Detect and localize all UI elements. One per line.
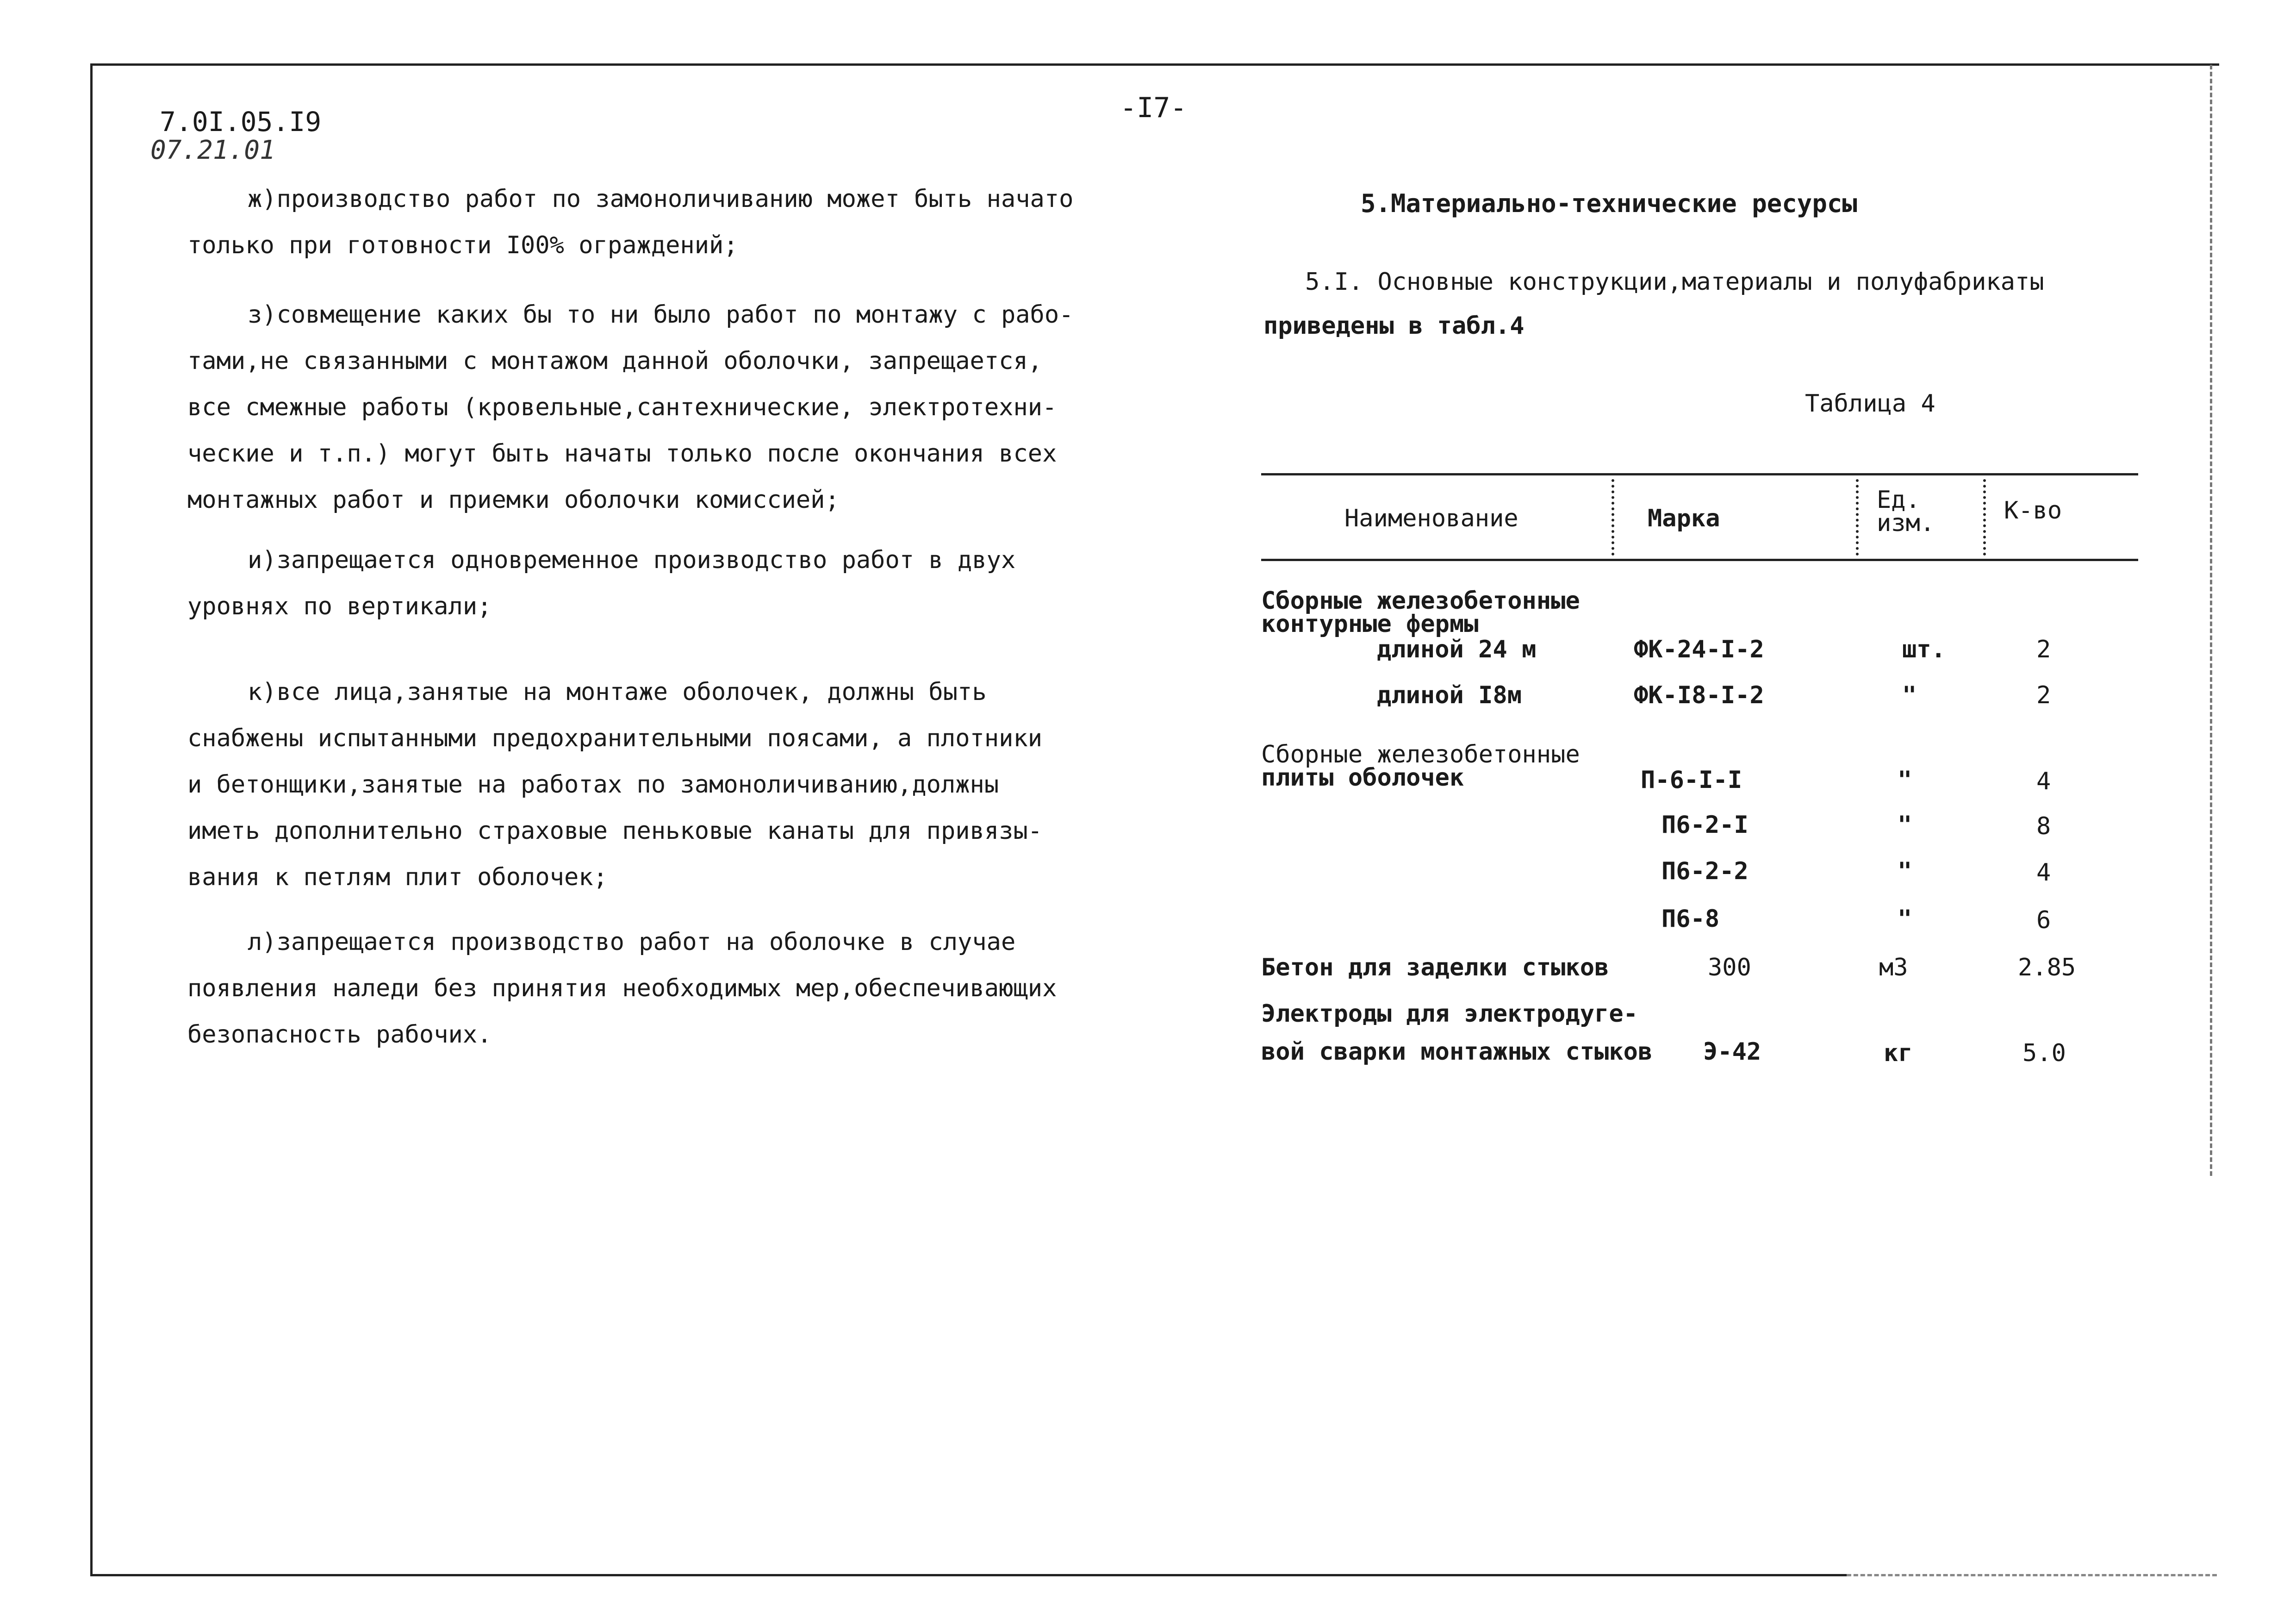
table-cell-mark: П6-8 — [1661, 905, 1720, 933]
paragraph-line: к)все лица,занятые на монтаже оболочек, должны быть — [248, 678, 987, 706]
table-cell-qty: 8 — [2036, 812, 2051, 840]
table-cell-qty: 4 — [2036, 768, 2051, 795]
table-cell-name: длиной 24 м — [1377, 636, 1537, 663]
table-group-title: плиты оболочек — [1261, 764, 1464, 792]
left-column — [187, 176, 1113, 1058]
table-header-unit-line2: изм. — [1877, 509, 1935, 537]
table-cell-qty: 5.0 — [2022, 1039, 2066, 1067]
table-caption: Таблица 4 — [1805, 390, 1935, 418]
table-header-rule — [1261, 559, 2138, 561]
paragraph-line: снабжены испытанными предохранительными поясами, а плотники — [187, 725, 1043, 752]
table-header-qty: К-во — [2004, 497, 2062, 525]
table-cell-mark: П6-2-I — [1661, 811, 1748, 839]
paragraph-zh — [187, 176, 1113, 269]
paragraph-l — [187, 919, 1113, 1058]
paragraph-line: л)запрещается производство работ на оболочке в случае — [248, 928, 1016, 956]
frame-top-border — [90, 63, 2219, 66]
document-code-handwritten: 07.21.01 — [150, 135, 275, 165]
table-group-title: Сборные железобетонные — [1261, 741, 1580, 768]
table-column-separator — [1856, 479, 1859, 556]
table-cell-qty: 4 — [2036, 859, 2051, 887]
frame-bottom-border — [90, 1574, 1849, 1576]
document-code: 7.0I.05.I9 — [160, 106, 322, 137]
paragraph-line: тами,не связанными с монтажом данной оболочки, запрещается, — [187, 347, 1043, 375]
subsection-line: 5.I. Основные конструкции,материалы и полуфабрикаты — [1305, 268, 2044, 296]
paragraph-k — [187, 669, 1113, 900]
table-cell-name: вой сварки монтажных стыков — [1261, 1038, 1653, 1066]
paragraph-z — [187, 292, 1113, 523]
table-cell-mark: П6-2-2 — [1661, 857, 1748, 885]
frame-bottom-dashed-border — [1847, 1574, 2217, 1576]
section-title: 5.Материально-технические ресурсы — [1361, 189, 1857, 218]
page-number: -I7- — [1120, 92, 1187, 124]
table-cell-name: Электроды для электродуге- — [1261, 1000, 1638, 1028]
table-cell-name: длиной I8м — [1377, 681, 1522, 709]
table-cell-unit: шт. — [1902, 636, 1946, 663]
table-cell-unit: " — [1898, 905, 1912, 933]
subsection-text — [1263, 260, 2184, 348]
table-header-unit-line1: Ед. — [1877, 486, 1920, 514]
paragraph-line: монтажных работ и приемки оболочки комиссией; — [187, 486, 840, 514]
table-column-separator — [1612, 479, 1614, 556]
table-cell-qty: 2 — [2036, 636, 2051, 663]
paragraph-line: иметь дополнительно страховые пеньковые канаты для привязы- — [187, 817, 1043, 845]
table-cell-mark: ФК-24-I-2 — [1634, 636, 1764, 663]
table-cell-unit: " — [1902, 681, 1917, 709]
table-cell-unit: " — [1898, 857, 1912, 885]
table-cell-qty: 2 — [2036, 681, 2051, 709]
table-cell-mark: Э-42 — [1703, 1038, 1761, 1066]
frame-right-border — [2210, 65, 2212, 1176]
paragraph-line: появления наледи без принятия необходимых мер,обеспечивающих — [187, 974, 1057, 1002]
paragraph-line: безопасность рабочих. — [187, 1021, 492, 1049]
table-group-title: контурные фермы — [1261, 610, 1479, 638]
table-cell-unit: " — [1898, 766, 1912, 794]
paragraph-line: ческие и т.п.) могут быть начаты только после окончания всех — [187, 440, 1057, 468]
table-cell-unit: " — [1898, 811, 1912, 839]
subsection-line: приведены в табл.4 — [1263, 312, 1524, 340]
paragraph-line: з)совмещение каких бы то ни было работ по монтажу с рабо- — [248, 301, 1074, 329]
table-cell-name: Бетон для заделки стыков — [1261, 954, 1609, 981]
paragraph-line: только при готовности I00% ограждений; — [187, 231, 738, 259]
paragraph-line: все смежные работы (кровельные,сантехнические, электротехни- — [187, 394, 1057, 421]
table-header-name: Наименование — [1344, 505, 1518, 532]
table-header-mark: Марка — [1648, 505, 1720, 532]
paragraph-line: и бетонщики,занятые на работах по замоноличиванию,должны — [187, 771, 999, 799]
table-cell-qty: 6 — [2036, 906, 2051, 934]
table-cell-mark: 300 — [1708, 954, 1751, 981]
table-cell-qty: 2.85 — [2018, 954, 2076, 981]
paragraph-line: и)запрещается одновременное производство работ в двух — [248, 546, 1016, 574]
table-cell-mark: ФК-I8-I-2 — [1634, 681, 1764, 709]
paragraph-i — [187, 537, 1113, 630]
frame-left-border — [90, 63, 93, 1576]
table-cell-unit: м3 — [1879, 954, 1908, 981]
paragraph-line: уровнях по вертикали; — [187, 593, 492, 620]
paragraph-line: ж)производство работ по замоноличиванию может быть начато — [248, 185, 1074, 213]
table-cell-unit: кг — [1884, 1039, 1913, 1067]
paragraph-line: вания к петлям плит оболочек; — [187, 863, 608, 891]
table-top-rule — [1261, 473, 2138, 475]
table-cell-mark: П-6-I-I — [1641, 766, 1742, 794]
table-group-title: Сборные железобетонные — [1261, 587, 1580, 615]
table-column-separator — [1983, 479, 1986, 556]
